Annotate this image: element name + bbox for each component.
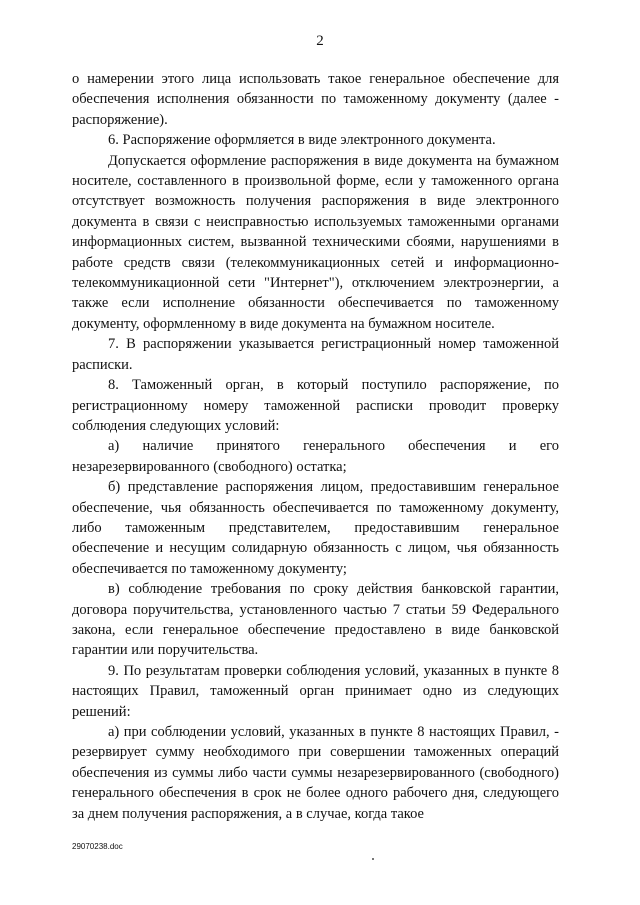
paragraph-item-9a: а) при соблюдении условий, указанных в пункте 8 настоящих Правил, - резервирует сумму необходимого при совершении таможенных операций обеспечения из суммы либо части суммы незарезервированного (свободного) генерального обеспечения в срок не более одного рабочего дня, следующего за днем получения распоряжения, а в случае, когда такое	[72, 724, 559, 822]
footer-mark	[372, 858, 374, 860]
footer-file-name: 29070238.doc	[72, 842, 123, 851]
paragraph-item-8a: а) наличие принятого генерального обеспечения и его незарезервированного (свободного) остатка;	[72, 438, 559, 475]
paragraph-item-7: 7. В распоряжении указывается регистрационный номер таможенной расписки.	[72, 336, 559, 373]
paragraph-item-8b: б) представление распоряжения лицом, предоставившим генеральное обеспечение, чья обязанность обеспечивается по таможенному документу, либо таможенным представителем, предоставившим генеральное обеспечение и несущим солидарную обязанность с лицом, чья обязанность обеспечивается по таможенному документу;	[72, 479, 559, 577]
paragraph-paper-form: Допускается оформление распоряжения в виде документа на бумажном носителе, составленного в произвольной форме, если у таможенного органа отсутствует возможность получения распоряжения в виде электронного документа в связи с неисправностью используемых таможенными органами информационных систем, вызванной техническими сбоями, нарушениями в работе средств связи (телекоммуникационных сетей и информационно-телекоммуникационной сети "Интернет"), отключением электроэнергии, а также если исполнение обязанности обеспечивается по таможенному документу, оформленному в виде документа на бумажном носителе.	[72, 152, 559, 332]
paragraph-item-6: 6. Распоряжение оформляется в виде электронного документа.	[108, 132, 496, 149]
paragraph-item-9: 9. По результатам проверки соблюдения условий, указанных в пункте 8 настоящих Правил, таможенный орган принимает одно из следующих решений:	[72, 662, 559, 720]
page-number: 2	[316, 33, 324, 49]
document-body	[72, 69, 559, 824]
paragraph-item-8v: в) соблюдение требования по сроку действия банковской гарантии, договора поручительства, установленного частью 7 статьи 59 Федерального закона, если генеральное обеспечение предоставлено в виде банковской гарантии или поручительства.	[72, 581, 559, 659]
paragraph-item-8: 8. Таможенный орган, в который поступило распоряжение, по регистрационному номеру таможенной расписки проводит проверку соблюдения следующих условий:	[72, 377, 559, 434]
paragraph-continuation: о намерении этого лица использовать такое генеральное обеспечение для обеспечения исполнения обязанности по таможенному документу (далее - распоряжение).	[72, 71, 559, 128]
